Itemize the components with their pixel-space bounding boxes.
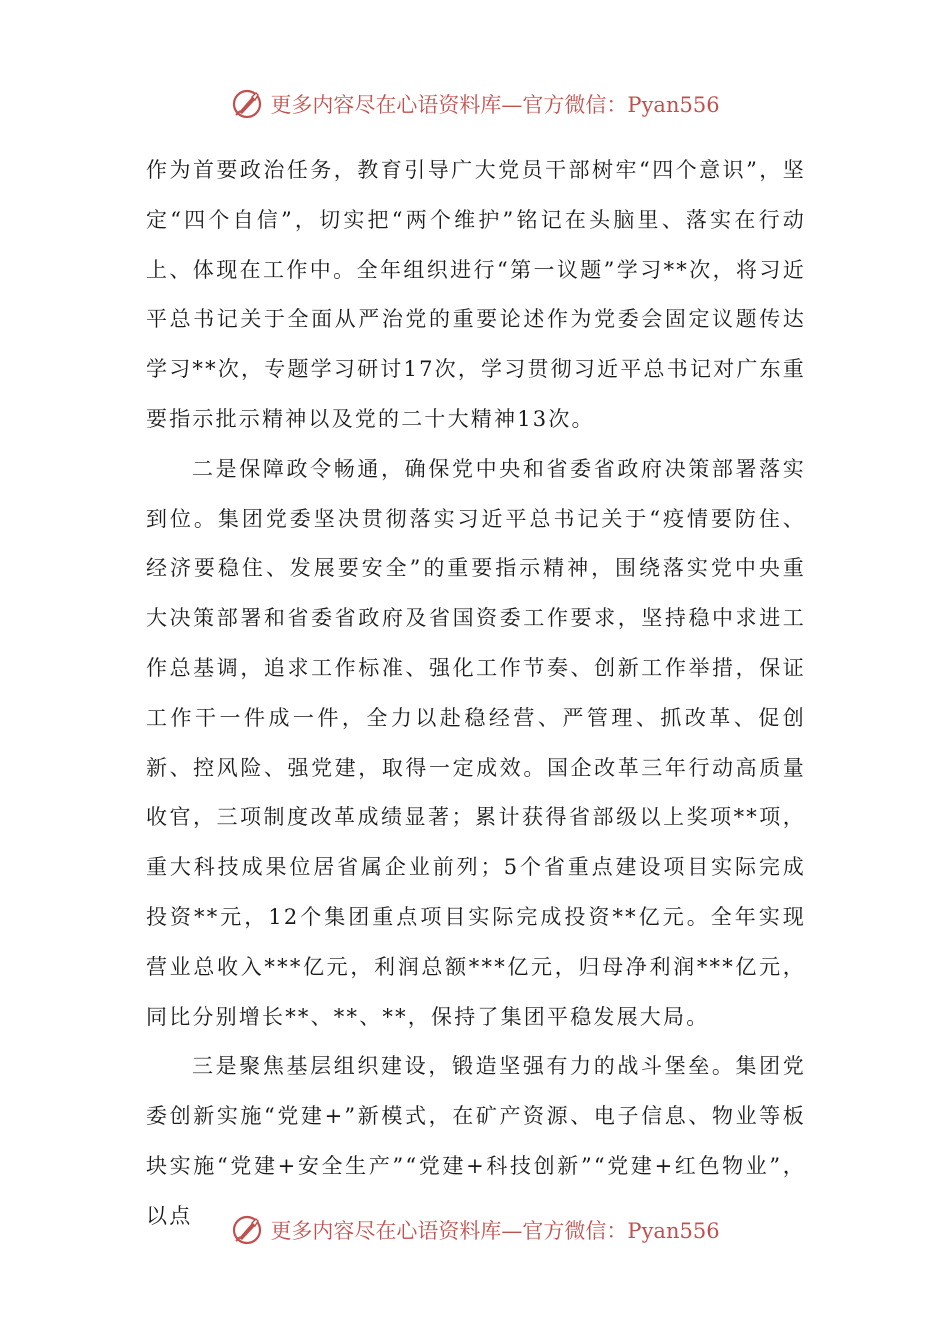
paragraph-2: 二是保障政令畅通，确保党中央和省委省政府决策部署落实到位。集团党委坚决贯彻落实习近平总书记关于“疫情要防住、经济要稳住、发展要安全”的重要指示精神，围绕落实党中央重大决策部署和省委省政府及省国资委工作要求，坚持稳中求进工作总基调，追求工作标准、强化工作节奏、创新工作举措，保证工作干一件成一件，全力以赴稳经营、严管理、抓改革、促创新、控风险、强党建，取得一定成效。国企改革三年行动高质量收官，三项制度改革成绩显著；累计获得省部级以上奖项**项，重大科技成果位居省属企业前列；5个省重点建设项目实际完成投资**元，12个集团重点项目实际完成投资**亿元。全年实现营业总收入***亿元，利润总额***亿元，归母净利润***亿元，同比分别增长**、**、**，保持了集团平稳发展大局。 — [146, 456, 806, 1029]
header-banner — [0, 82, 950, 126]
pen-nib-logo-icon — [230, 1213, 264, 1247]
paragraph-1: 作为首要政治任务，教育引导广大党员干部树牢“四个意识”，坚定“四个自信”，切实把“两个维护”铭记在头脑里、落实在行动上、体现在工作中。全年组织进行“第一议题”学习**次，将习近平总书记关于全面从严治党的重要论述作为党委会固定议题传达学习**次，专题学习研讨17次，学习贯彻习近平总书记对广东重要指示批示精神以及党的二十大精神13次。 — [146, 158, 806, 431]
header-banner-text: 更多内容尽在心语资料库—官方微信：Pyan556 — [270, 93, 720, 117]
footer-banner-text: 更多内容尽在心语资料库—官方微信：Pyan556 — [270, 1219, 720, 1243]
footer-banner — [0, 1208, 950, 1252]
paragraph-3: 三是聚焦基层组织建设，锻造坚强有力的战斗堡垒。集团党委创新实施“党建+”新模式，在矿产资源、电子信息、物业等板块实施“党建+安全生产”“党建+科技创新”“党建+红色物业”，以点 — [146, 1054, 806, 1228]
pen-nib-logo-icon — [230, 87, 264, 121]
document-body — [146, 146, 806, 1242]
